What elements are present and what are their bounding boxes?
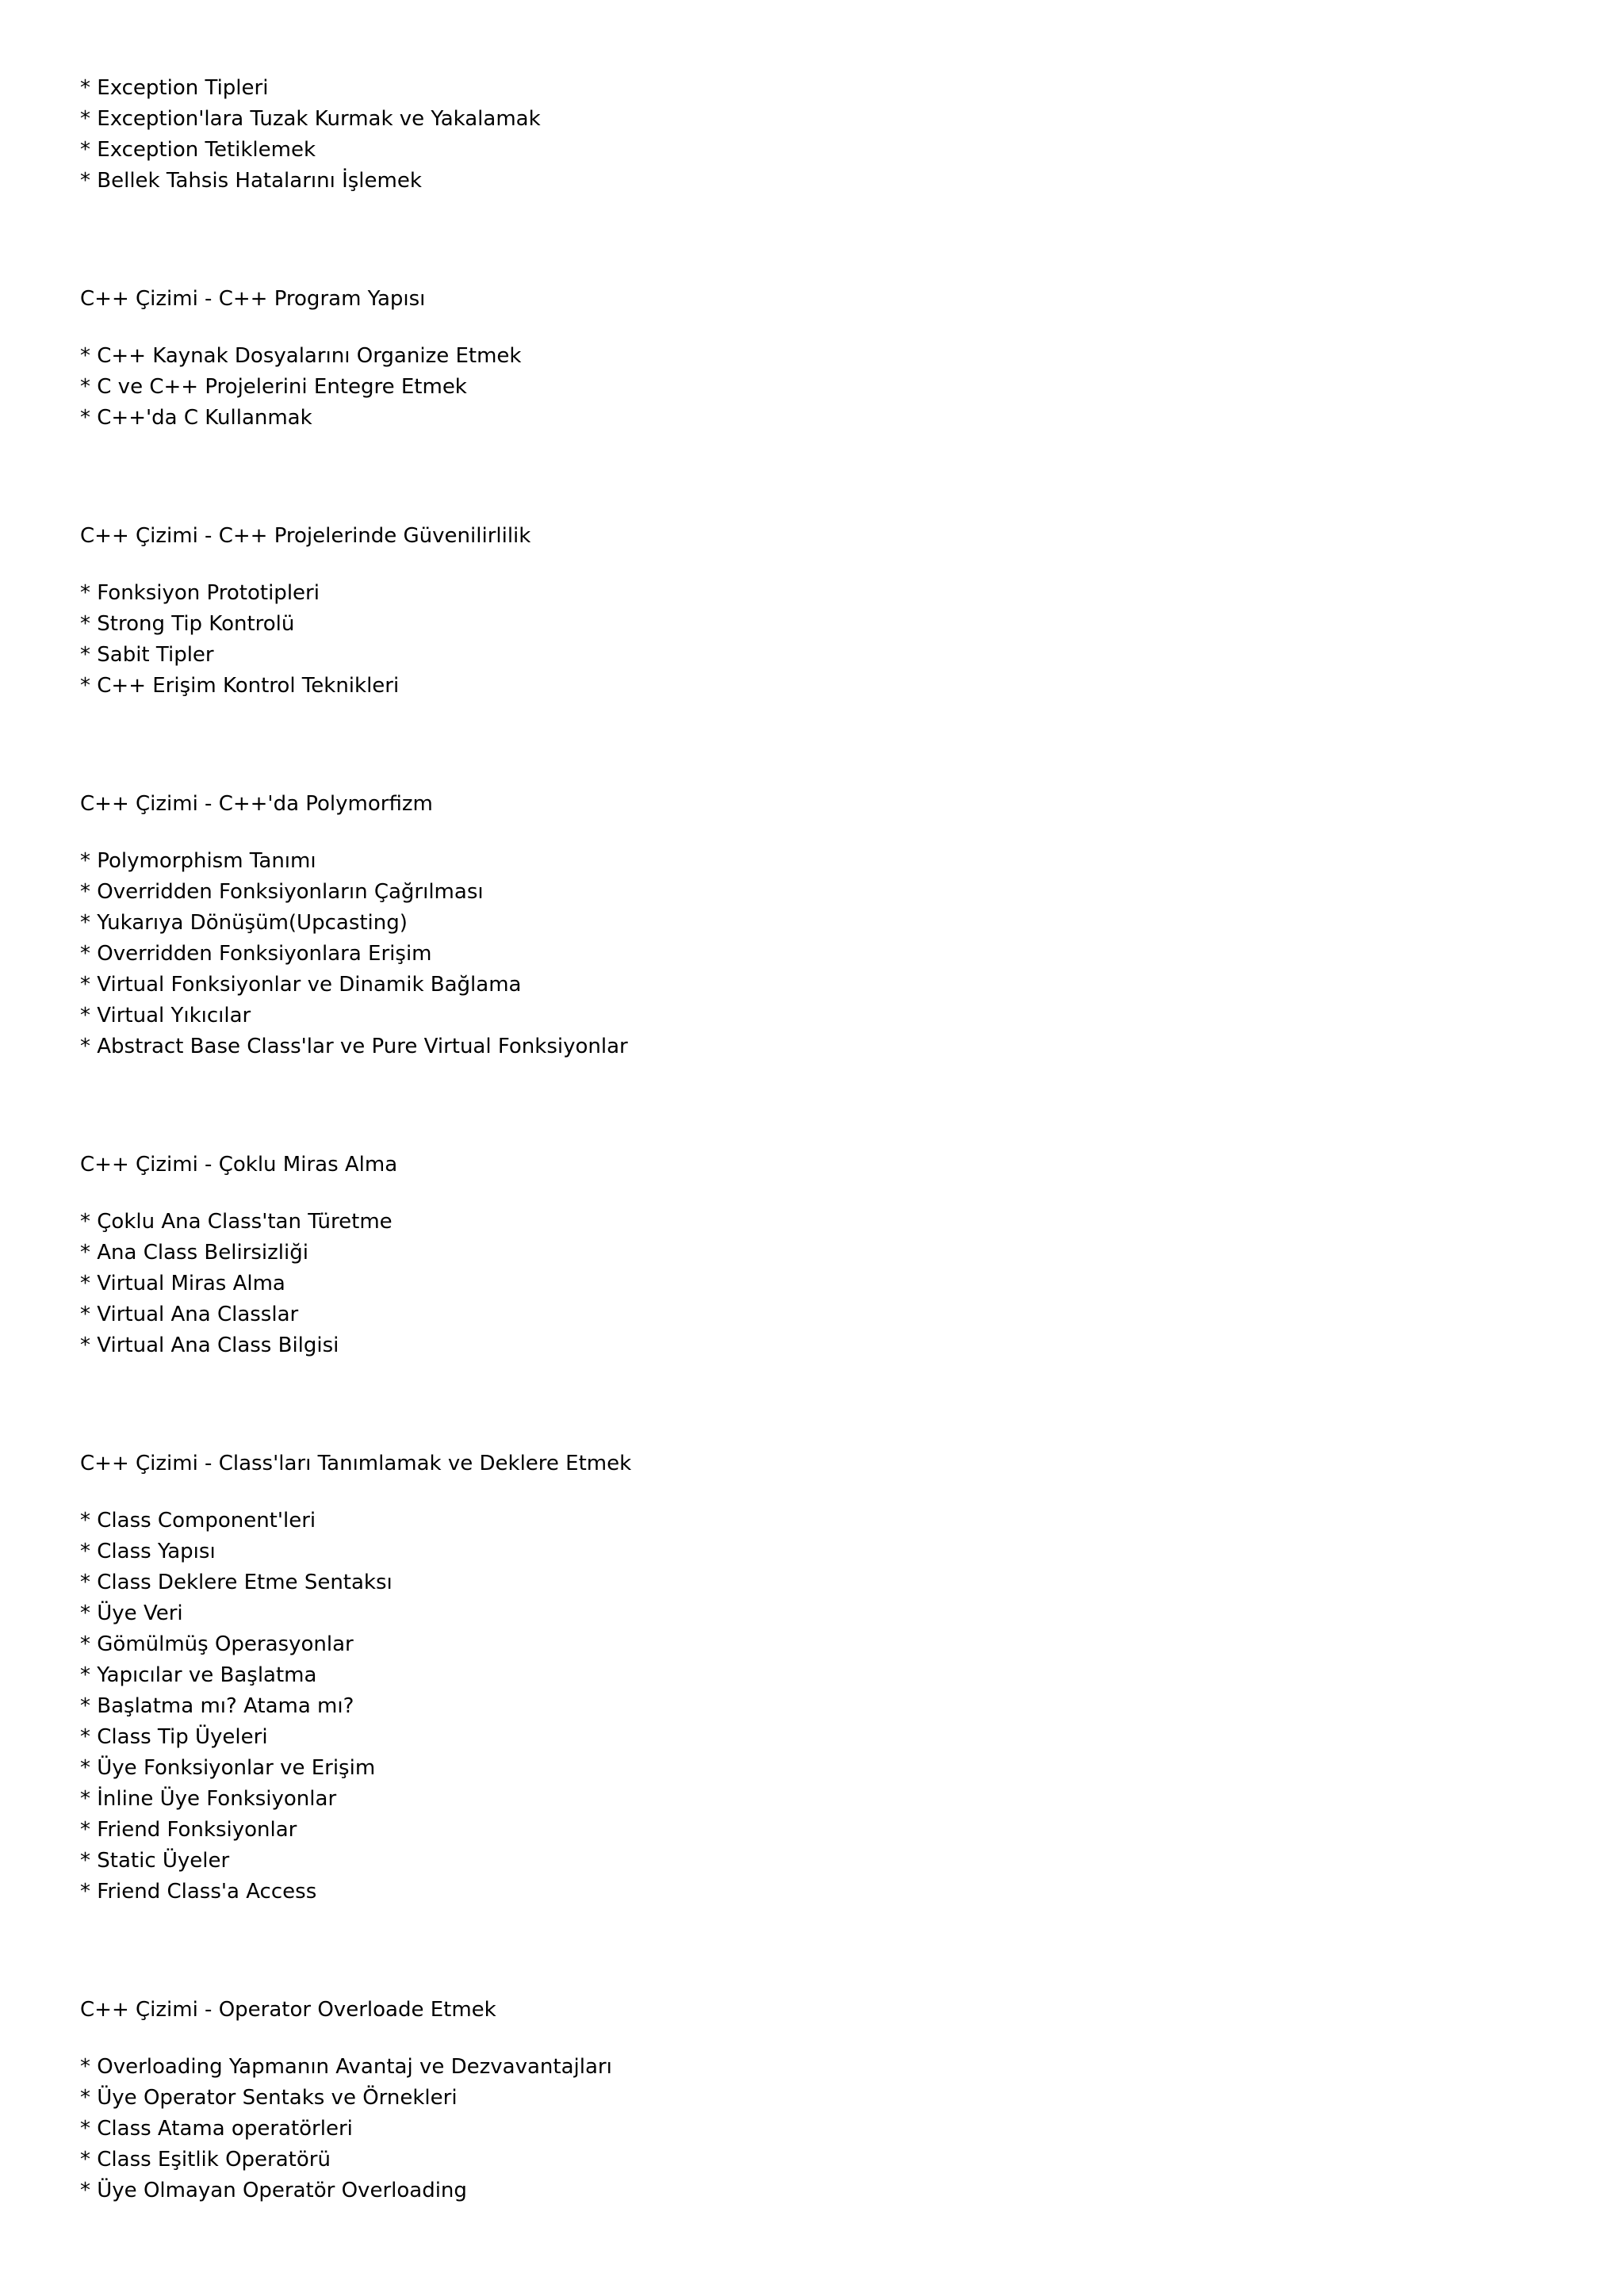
list-item: * Yukarıya Dönüşüm(Upcasting) <box>80 911 408 935</box>
list-item: * C++ Kaynak Dosyalarını Organize Etmek <box>80 344 522 368</box>
list-item: * Üye Operator Sentaks ve Örnekleri <box>80 2086 458 2110</box>
list-item: * Ana Class Belirsizliği <box>80 1241 308 1265</box>
list-item: * İnline Üye Fonksiyonlar <box>80 1787 337 1811</box>
section-heading: C++ Çizimi - Operator Overloade Etmek <box>80 1998 496 2022</box>
section-heading: C++ Çizimi - Çoklu Miras Alma <box>80 1153 398 1177</box>
list-item: * Abstract Base Class'lar ve Pure Virtual Fonksiyonlar <box>80 1035 628 1058</box>
list-item: * Exception Tipleri <box>80 76 269 100</box>
list-item: * Çoklu Ana Class'tan Türetme <box>80 1210 393 1234</box>
list-item: * Class Eşitlik Operatörü <box>80 2148 331 2172</box>
list-item: * Virtual Ana Classlar <box>80 1303 299 1326</box>
list-item: * Başlatma mı? Atama mı? <box>80 1694 354 1718</box>
list-item: * C++ Erişim Kontrol Teknikleri <box>80 674 400 698</box>
list-item: * Virtual Yıkıcılar <box>80 1004 251 1027</box>
section-heading: C++ Çizimi - Class'ları Tanımlamak ve Deklere Etmek <box>80 1452 632 1475</box>
section-heading: C++ Çizimi - C++ Program Yapısı <box>80 287 426 311</box>
list-item: * Fonksiyon Prototipleri <box>80 581 320 605</box>
list-item: * Class Yapısı <box>80 1540 216 1563</box>
list-item: * Class Atama operatörleri <box>80 2117 353 2141</box>
list-item: * C ve C++ Projelerini Entegre Etmek <box>80 375 467 399</box>
list-item: * Exception'lara Tuzak Kurmak ve Yakalamak <box>80 107 541 131</box>
list-item: * Üye Fonksiyonlar ve Erişim <box>80 1756 376 1780</box>
list-item: * Sabit Tipler <box>80 643 214 667</box>
list-item: * Class Deklere Etme Sentaksı <box>80 1571 393 1594</box>
list-item: * Bellek Tahsis Hatalarını İşlemek <box>80 169 422 193</box>
list-item: * Overridden Fonksiyonların Çağrılması <box>80 880 484 904</box>
list-item: * Strong Tip Kontrolü <box>80 612 295 636</box>
list-item: * Overloading Yapmanın Avantaj ve Dezvavantajları <box>80 2055 612 2079</box>
list-item: * Virtual Fonksiyonlar ve Dinamik Bağlama <box>80 973 522 997</box>
list-item: * Class Tip Üyeleri <box>80 1725 268 1749</box>
list-item: * Class Component'leri <box>80 1509 316 1533</box>
list-item: * Friend Fonksiyonlar <box>80 1818 297 1842</box>
list-item: * Exception Tetiklemek <box>80 138 316 162</box>
section-heading: C++ Çizimi - C++'da Polymorfizm <box>80 792 433 816</box>
list-item: * Üye Olmayan Operatör Overloading <box>80 2179 467 2202</box>
list-item: * Virtual Ana Class Bilgisi <box>80 1334 339 1357</box>
list-item: * C++'da C Kullanmak <box>80 406 312 430</box>
section-heading: C++ Çizimi - C++ Projelerinde Güvenilirlilik <box>80 524 531 548</box>
list-item: * Gömülmüş Operasyonlar <box>80 1632 354 1656</box>
list-item: * Static Üyeler <box>80 1849 230 1873</box>
list-item: * Yapıcılar ve Başlatma <box>80 1663 317 1687</box>
list-item: * Üye Veri <box>80 1601 183 1625</box>
list-item: * Overridden Fonksiyonlara Erişim <box>80 942 432 966</box>
list-item: * Friend Class'a Access <box>80 1880 317 1904</box>
list-item: * Polymorphism Tanımı <box>80 849 316 873</box>
list-item: * Virtual Miras Alma <box>80 1272 285 1295</box>
